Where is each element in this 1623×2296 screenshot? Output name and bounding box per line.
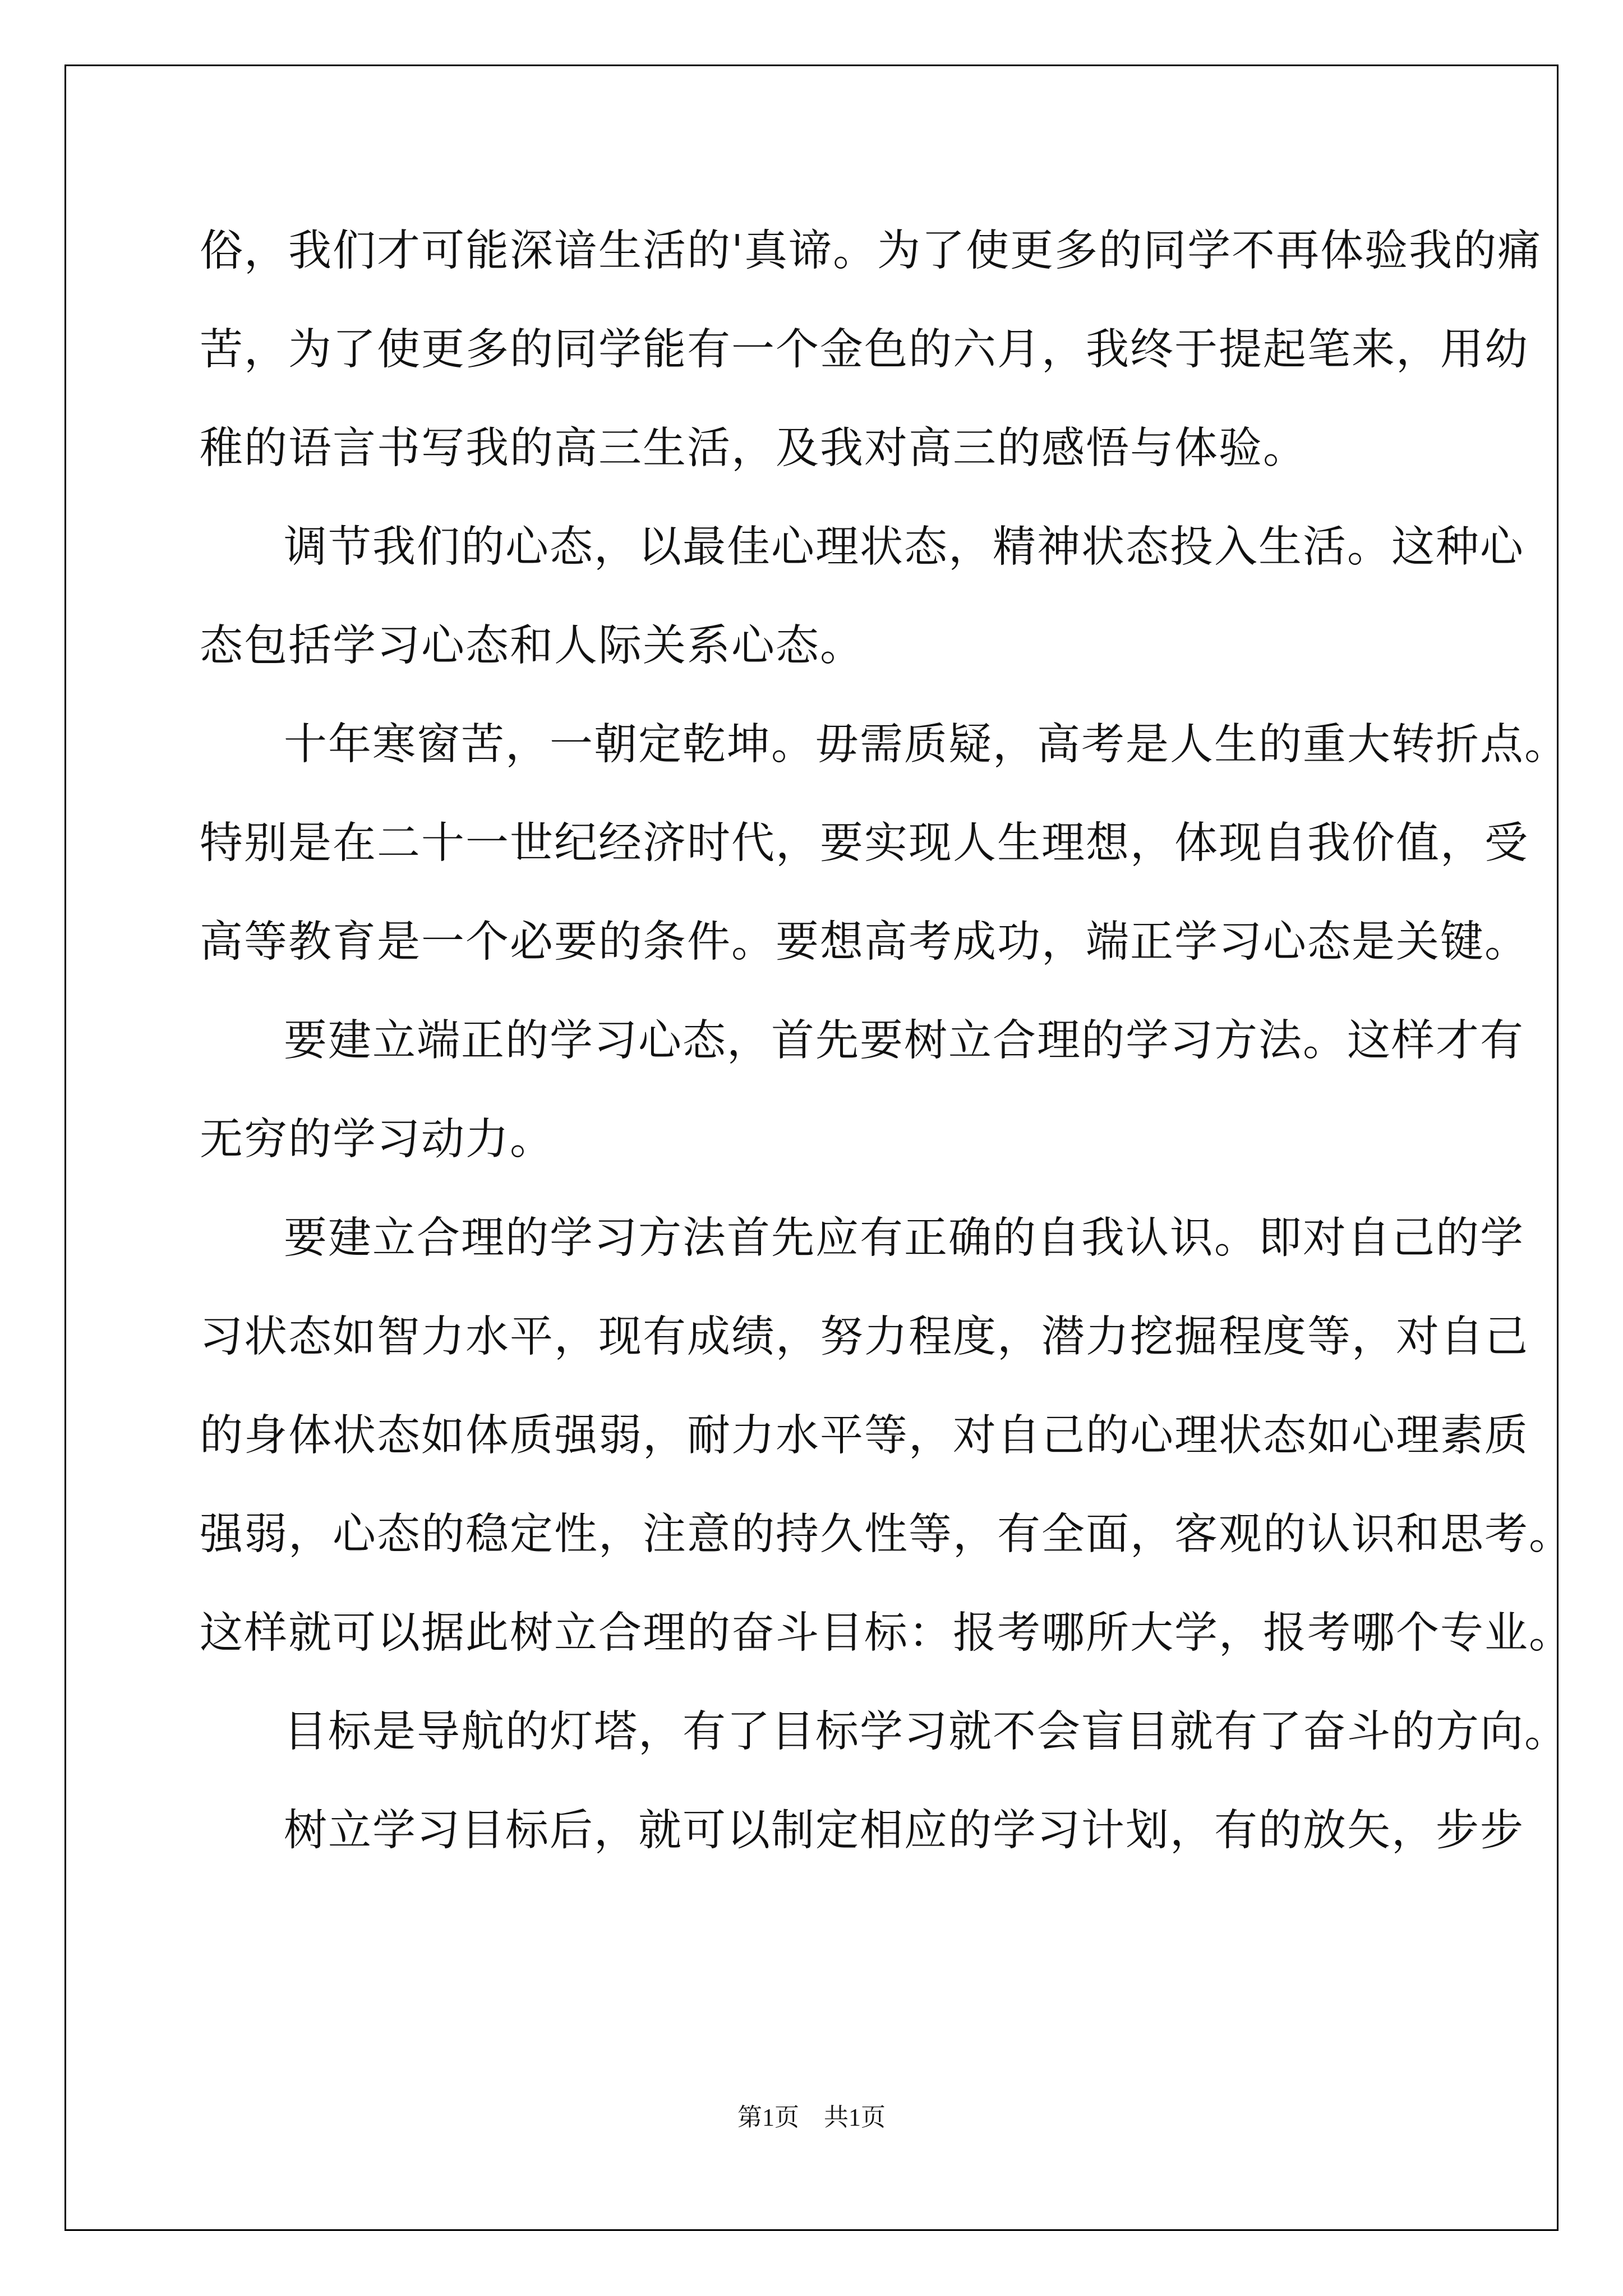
text-line: 俗，我们才可能深谙生活的'真谛。为了使更多的同学不再体验我的痛	[200, 226, 1542, 276]
text-line: 这样就可以据此树立合理的奋斗目标：报考哪所大学，报考哪个专业。	[200, 1608, 1573, 1658]
page-number-footer: 第1页 共1页	[737, 2104, 886, 2131]
text-line: 要建立合理的学习方法首先应有正确的自我认识。即对自己的学	[284, 1213, 1524, 1263]
text-line: 树立学习目标后，就可以制定相应的学习计划，有的放矢，步步	[284, 1806, 1524, 1856]
text-line: 要建立端正的学习心态，首先要树立合理的学习方法。这样才有	[284, 1016, 1524, 1066]
text-line: 目标是导航的灯塔，有了目标学习就不会盲目就有了奋斗的方向。	[284, 1707, 1569, 1757]
text-line: 调节我们的心态，以最佳心理状态，精神状态投入生活。这种心	[284, 522, 1524, 572]
text-line: 的身体状态如体质强弱，耐力水平等，对自己的心理状态如心理素质	[200, 1411, 1529, 1461]
text-line: 强弱，心态的稳定性，注意的持久性等，有全面，客观的认识和思考。	[200, 1510, 1573, 1559]
text-line: 态包括学习心态和人际关系心态。	[200, 621, 864, 671]
text-line: 无穷的学习动力。	[200, 1115, 554, 1165]
text-line: 高等教育是一个必要的条件。要想高考成功，端正学习心态是关键。	[200, 917, 1529, 967]
text-line: 习状态如智力水平，现有成绩，努力程度，潜力挖掘程度等，对自己	[200, 1312, 1529, 1362]
text-line: 十年寒窗苦，一朝定乾坤。毋需质疑，高考是人生的重大转折点。	[284, 720, 1569, 770]
text-line: 稚的语言书写我的高三生活，及我对高三的感悟与体验。	[200, 424, 1307, 473]
document-body	[200, 202, 1573, 1880]
text-line: 苦，为了使更多的同学能有一个金色的六月，我终于提起笔来，用幼	[200, 325, 1529, 375]
text-line: 特别是在二十一世纪经济时代，要实现人生理想，体现自我价值，受	[200, 818, 1529, 868]
